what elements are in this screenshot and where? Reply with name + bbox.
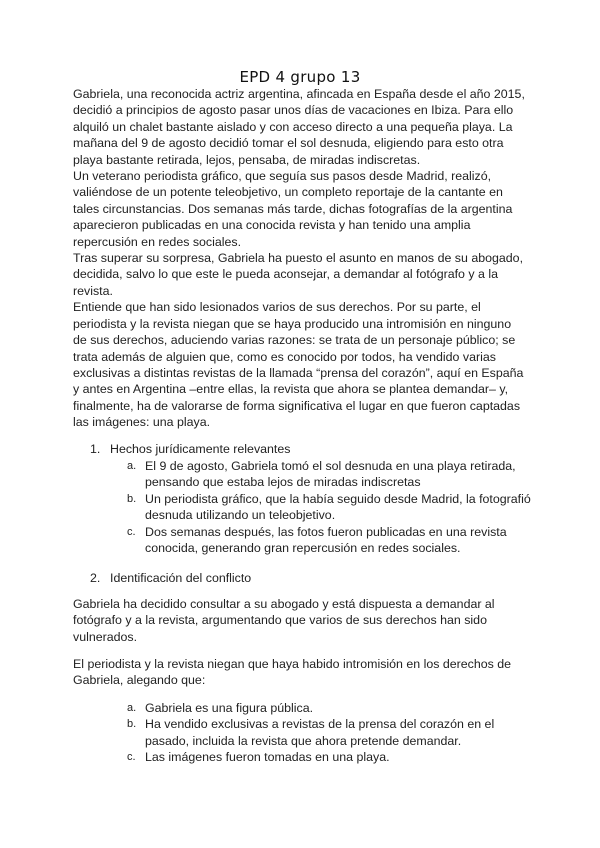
list-item xyxy=(127,716,532,749)
section-1-number: 1. xyxy=(90,442,101,456)
section-1-title: Hechos jurídicamente relevantes xyxy=(110,442,291,456)
list-item xyxy=(127,700,532,716)
list-item-text: El 9 de agosto, Gabriela tomó el sol desnuda en una playa retirada, pensando que estaba lejos de miradas indiscretas xyxy=(145,459,516,490)
list-marker: b. xyxy=(127,718,137,731)
section-2-list xyxy=(127,700,532,766)
list-marker: c. xyxy=(127,751,136,764)
paragraph-4: Entiende que han sido lesionados varios de sus derechos. Por su parte, el periodista y la revista niegan que se haya producido una intromisión en ninguno de sus derechos, aduciendo varias razones: se trata de un personaje público; se trata además de alguien que, como es conocido por todos, ha vendido varias exclusivas a distintas revistas de la llamada “prensa del corazón”, aquí en España y antes en Argentina –entre ellas, la revista que ahora se plantea demandar– y, finalmente, ha de valorarse de forma significativa el lugar en que fueron captadas las imágenes: una playa. xyxy=(73,300,524,430)
paragraph-2: Un veterano periodista gráfico, que seguía sus pasos desde Madrid, realizó, valiéndose de un potente teleobjetivo, un completo reportaje de la cantante en tales circunstancias. Dos semanas más tarde, dichas fotografías de la argentina aparecieron publicadas en una conocida revista y han tenido una amplia repercusión en redes sociales. xyxy=(73,169,513,249)
list-item-text: Gabriela es una figura pública. xyxy=(145,701,314,715)
list-item xyxy=(127,524,532,557)
list-marker: a. xyxy=(127,460,137,472)
section-2-paragraph-1: Gabriela ha decidido consultar a su abogado y está dispuesta a demandar al fotógrafo y a la revista, argumentando que varios de sus derechos han sido vulnerados. xyxy=(73,597,495,644)
section-1-heading xyxy=(90,441,290,457)
list-item-text: Las imágenes fueron tomadas en una playa. xyxy=(145,750,390,765)
list-marker: b. xyxy=(127,492,137,505)
list-item-text: Dos semanas después, las fotos fueron publicadas en una revista conocida, generando gran repercusión en redes sociales. xyxy=(145,524,507,556)
list-marker: c. xyxy=(127,525,136,538)
paragraph-3: Tras superar su sorpresa, Gabriela ha puesto el asunto en manos de su abogado, decidida, salvo lo que este le pueda aconsejar, a demandar al fotógrafo y a la revista. xyxy=(73,251,524,298)
list-item-text: Un periodista gráfico, que la había seguido desde Madrid, la fotografió desnuda utilizando un teleobjetivo. xyxy=(145,491,531,523)
paragraph-1: Gabriela, una reconocida actriz argentina, afincada en España desde el año 2015, decidió a principios de agosto pasar unos días de vacaciones en Ibiza. Para ello alquiló un chalet bastante aislado y con acceso directo a una pequeña playa. La mañana del 9 de agosto decidió tomar el sol desnuda, eligiendo para esto otra playa bastante retirada, lejos, pensaba, de miradas indiscretas. xyxy=(73,87,525,167)
list-item xyxy=(127,458,532,491)
section-2-paragraph-2: El periodista y la revista niegan que haya habido intromisión en los derechos de Gabriela, alegando que: xyxy=(73,657,512,688)
list-marker: a. xyxy=(127,702,137,714)
list-item xyxy=(127,491,532,524)
list-item-text: Ha vendido exclusivas a revistas de la prensa del corazón en el pasado, incluida la revista que ahora pretende demandar. xyxy=(145,717,495,748)
list-item xyxy=(127,749,532,765)
section-1-list xyxy=(127,458,532,556)
section-2-heading xyxy=(90,570,251,586)
section-2-title: Identificación del conflicto xyxy=(110,571,252,585)
document-title: EPD 4 grupo 13 xyxy=(239,68,361,86)
case-description xyxy=(73,86,528,431)
section-2-number: 2. xyxy=(90,571,101,585)
